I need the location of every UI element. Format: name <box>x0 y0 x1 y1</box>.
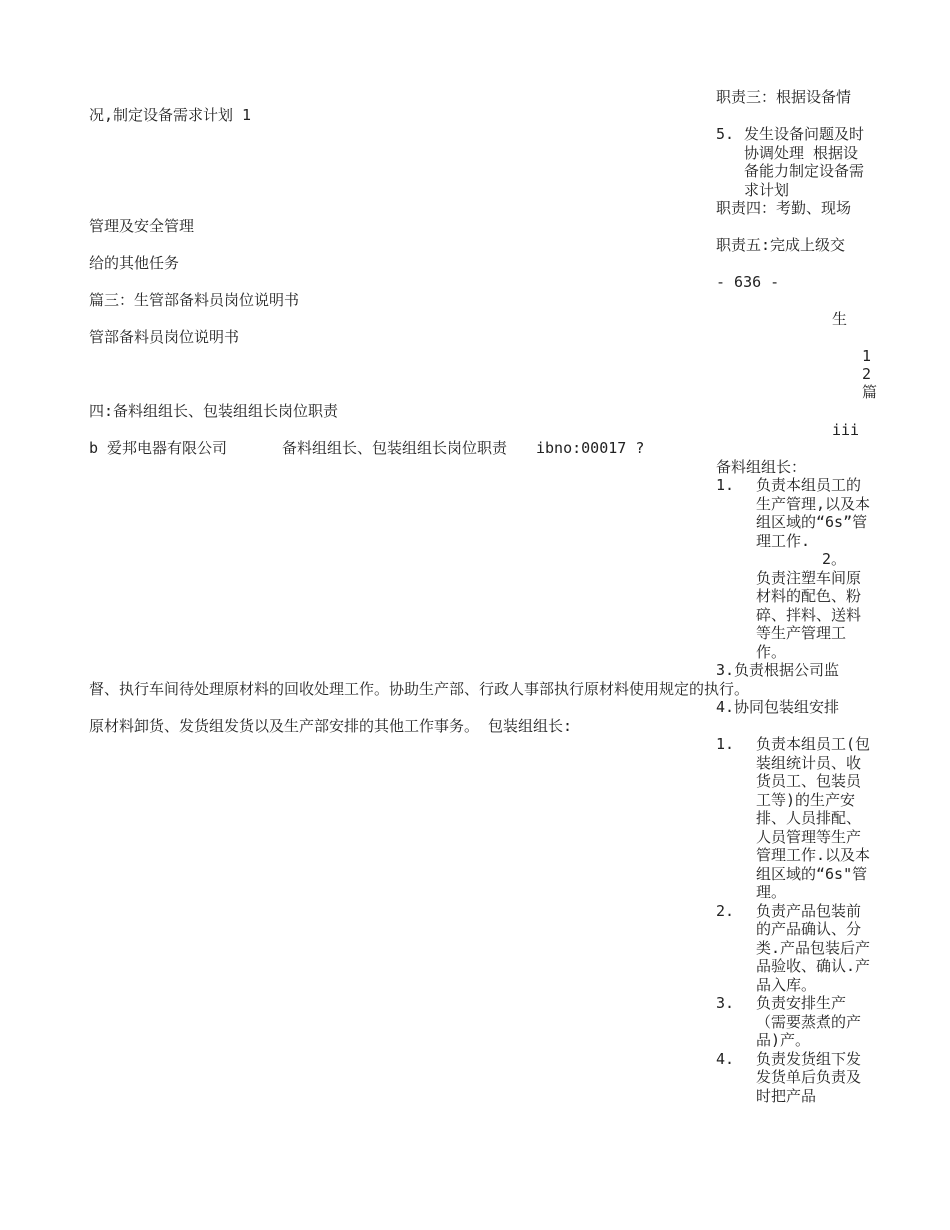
beiliao-heading: 备料组组长： <box>716 458 807 476</box>
p2-text: 负责产品包装前的产品确认、分类.产品包装后产品验收、确认.产品入库。 <box>756 901 871 994</box>
p1-number: 1. <box>716 735 735 753</box>
left-line-1: 况,制定设备需求计划 1 <box>89 106 252 124</box>
beiliao-list <box>716 476 872 661</box>
section-heading-4: 四:备料组组长、包装组组长岗位职责 <box>89 402 339 420</box>
roman-iii: iii <box>832 421 860 439</box>
left-line-2: 管理及安全管理 <box>89 217 195 235</box>
num-1: 1 <box>862 347 872 365</box>
b4-line: 4.协同包装组安排 <box>716 698 840 716</box>
duty-5: 职责五:完成上级交 <box>716 236 846 254</box>
b1-text: 负责本组员工的生产管理,以及本组区域的“6s”管理工作. <box>756 476 871 550</box>
left-line-8: 督、执行车间待处理原材料的回收处理工作。协助生产部、行政人事部执行原材料使用规定的执行。 <box>89 680 750 698</box>
pian-char: 篇 <box>862 383 878 401</box>
p1-text: 负责本组员工(包装组统计员、收货员工、包装员工等)的生产安排、人员排配、人员管理等生产管理工作.以及本组区域的“6s"管理。 <box>756 735 871 901</box>
p3-text: 负责安排生产（需要蒸煮的产品)产。 <box>756 994 862 1049</box>
b2-text: 负责注塑车间原材料的配色、粉碎、拌料、送料等生产管理工作。 <box>756 568 862 661</box>
item-5 <box>716 125 876 199</box>
item-5-text: 发生设备问题及时协调处理 根据设备能力制定设备需求计划 <box>744 125 865 199</box>
company-name: b 爱邦电器有限公司 <box>89 439 228 457</box>
duty-3: 职责三：根据设备情 <box>716 88 852 106</box>
left-line-5: 管部备料员岗位说明书 <box>89 328 240 346</box>
num-2: 2 <box>862 365 872 383</box>
section-heading-3: 篇三：生管部备料员岗位说明书 <box>89 291 300 309</box>
p3-number: 3. <box>716 994 735 1012</box>
b3-line: 3.负责根据公司监 <box>716 661 840 679</box>
sheng-char: 生 <box>832 310 848 328</box>
doc-title: 备料组组长、包装组组长岗位职责 <box>282 439 508 457</box>
b1-number: 1. <box>716 476 735 494</box>
p2-number: 2. <box>716 901 735 920</box>
page-number: - 636 - <box>716 273 780 291</box>
baozhuang-list <box>716 735 872 1105</box>
left-line-3: 给的其他任务 <box>89 254 180 272</box>
b2-number: 2。 <box>822 550 847 568</box>
duty-4: 职责四：考勤、现场 <box>716 199 852 217</box>
item-5-number: 5. <box>716 125 735 143</box>
p4-number: 4. <box>716 1049 735 1068</box>
p4-text: 负责发货组下发发货单后负责及时把产品 <box>756 1049 862 1105</box>
left-line-9: 原材料卸货、发货组发货以及生产部安排的其他工作事务。 包装组组长: <box>89 717 573 735</box>
doc-code: ibno:00017 ? <box>536 439 645 457</box>
